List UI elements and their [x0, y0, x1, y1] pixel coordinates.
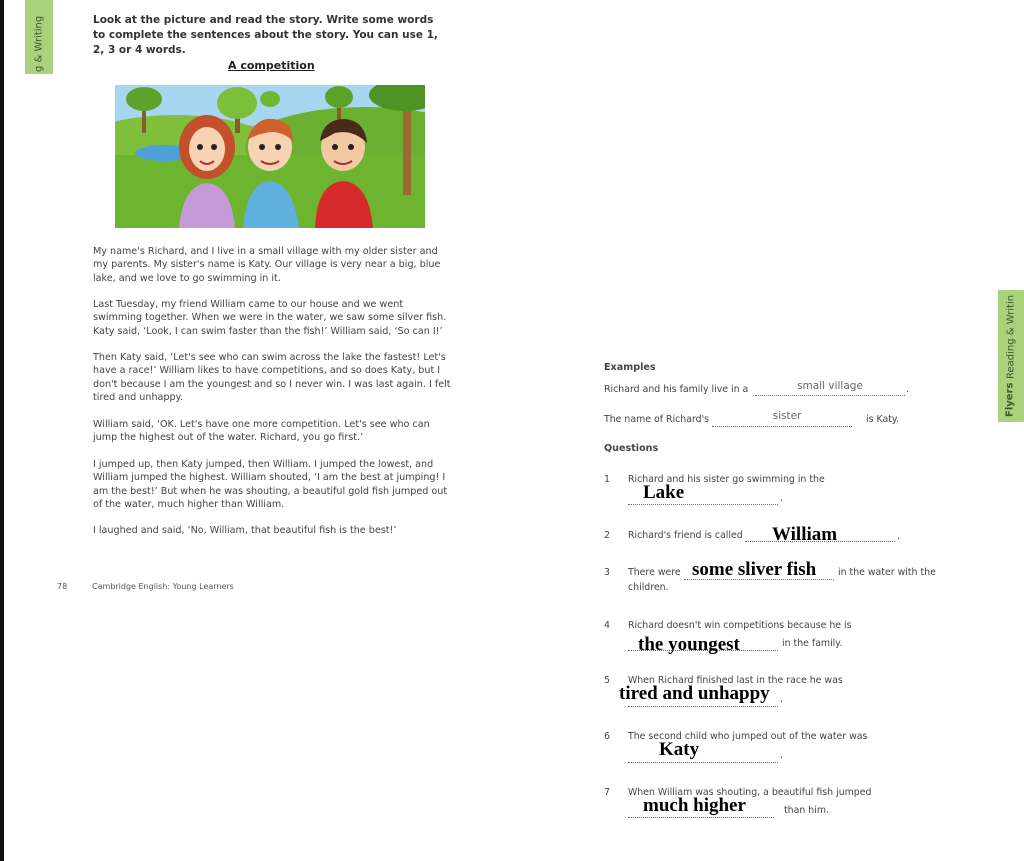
- example-2-text: The name of Richard's: [604, 414, 710, 425]
- question-5-text: When Richard finished last in the race he was: [628, 675, 843, 686]
- question-number: 4: [604, 620, 610, 631]
- example-2-answer: sister: [772, 410, 802, 422]
- question-6-end: .: [780, 750, 783, 761]
- question-7-answer[interactable]: much higher: [643, 795, 746, 816]
- question-6-answer[interactable]: Katy: [659, 739, 700, 760]
- example-1-end: .: [906, 384, 909, 395]
- examples-heading: Examples: [604, 362, 656, 373]
- question-3-answer[interactable]: some sliver fish: [692, 559, 817, 580]
- question-2-answer[interactable]: William: [772, 524, 838, 545]
- question-number: 2: [604, 530, 610, 541]
- question-4-answer[interactable]: the youngest: [638, 634, 740, 655]
- page-number: 78: [57, 582, 68, 591]
- story-paragraph: Last Tuesday, my friend William came to our house and we went swimming together. When we were in the water, we saw some silver fish. Katy said, ‘Look, I can swim faster than the fish!’ William said, ‘So can I!’: [93, 299, 447, 337]
- question-2-text: Richard's friend is called: [628, 530, 743, 541]
- publisher-footer: Cambridge English: Young Learners: [92, 582, 234, 591]
- story-paragraph: I jumped up, then Katy jumped, then William. I jumped the lowest, and William jumped the highest. William shouted, ‘I am the best at jumping! I am the best!’ But when he was shouting, a beautiful gold fish jumped out of the water, much higher than William.: [93, 459, 448, 510]
- question-4-text: Richard doesn't win competitions because he is: [628, 620, 852, 631]
- section-tab-right: [998, 290, 1024, 422]
- section-tab-left: [25, 0, 53, 74]
- instructions: Look at the picture and read the story. Write some words to complete the sentences about the story. You can use 1, 2, 3 or 4 words.: [93, 14, 438, 56]
- question-number: 7: [604, 787, 610, 798]
- question-1-answer[interactable]: Lake: [643, 482, 685, 503]
- story-paragraph: My name's Richard, and I live in a small village with my older sister and my parents. My sister's name is Katy. Our village is very near a big, blue lake, and we love to go swimming in it.: [93, 246, 441, 284]
- question-1-text: Richard and his sister go swimming in the: [628, 474, 825, 485]
- question-6-text: The second child who jumped out of the water was: [628, 731, 868, 742]
- question-number: 6: [604, 731, 610, 742]
- question-number: 1: [604, 474, 610, 485]
- section-tab-left-label: g & Writing: [33, 15, 45, 72]
- section-tab-right-label: Reading & Writin: [1005, 295, 1017, 380]
- question-3-text: There were: [628, 567, 681, 578]
- question-number: 5: [604, 675, 610, 686]
- question-number: 3: [604, 567, 610, 578]
- example-1-text: Richard and his family live in a: [604, 384, 749, 395]
- question-1-end: .: [780, 493, 783, 504]
- page-edge: [0, 0, 4, 861]
- section-tab-right-bold: Flyers: [1004, 382, 1016, 417]
- question-2-end: .: [897, 531, 900, 542]
- example-1-answer: small village: [797, 380, 863, 392]
- question-4-end: in the family.: [782, 638, 843, 649]
- story-paragraph: I laughed and said, ‘No, William, that beautiful fish is the best!’: [93, 525, 397, 536]
- story-title: A competition: [228, 59, 315, 72]
- question-7-text: When William was shouting, a beautiful fish jumped: [628, 787, 872, 798]
- question-5-end: .: [780, 694, 783, 705]
- question-6-blank: [628, 749, 778, 763]
- question-7-end: than him.: [784, 805, 829, 816]
- story-paragraph: Then Katy said, ‘Let's see who can swim across the lake the fastest! Let's have a race!’ William likes to have competitions, and so does Katy, but I don't because I am the youngest and so I never win. I was last again. I felt tired and unhappy.: [93, 352, 451, 403]
- story-paragraph: William said, ‘OK. Let's have one more competition. Let's see who can jump the highest out of the water. Richard, you go first.’: [93, 419, 430, 444]
- example-2-end: is Katy.: [866, 414, 900, 425]
- question-5-answer[interactable]: tired and unhappy: [619, 683, 770, 704]
- questions-heading: Questions: [604, 443, 659, 454]
- question-3-after: in the water with the: [838, 567, 936, 578]
- question-3-line2: children.: [628, 582, 669, 593]
- story-illustration: [115, 85, 425, 228]
